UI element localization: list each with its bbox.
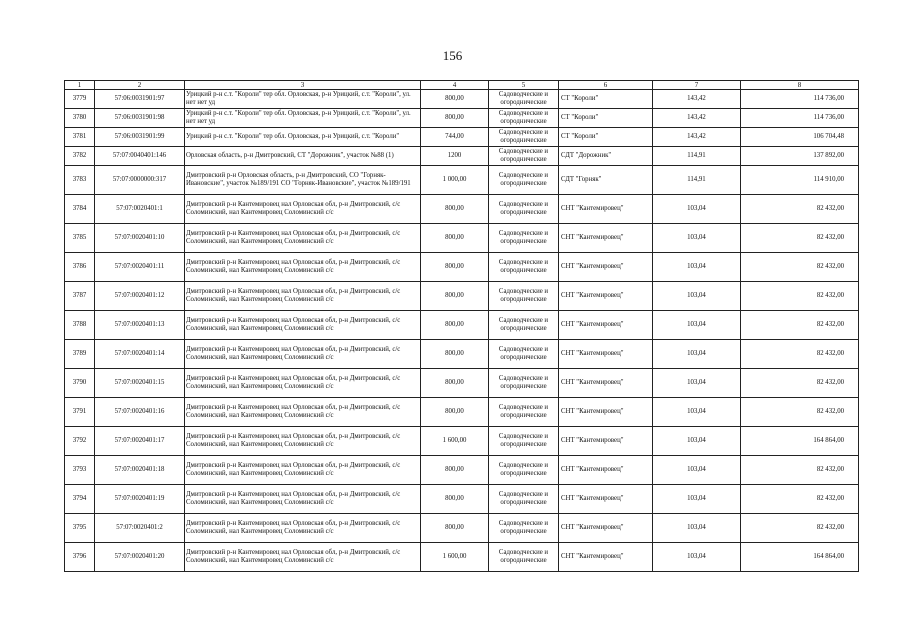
area-cell: 800,00 — [421, 282, 489, 311]
area-cell: 800,00 — [421, 253, 489, 282]
row-number-cell: 3780 — [65, 109, 95, 128]
address-cell: Дмитровский р-н Кантемировец нал Орловская обл, р-н Дмитровский, с/с Соломинский, нал Кантемировец Соломинский с/с — [185, 543, 421, 572]
land-use-cell: Садоводческие и огороднические — [489, 485, 559, 514]
row-number-cell: 3795 — [65, 514, 95, 543]
cadastral-value-cell: 137 892,00 — [741, 147, 859, 166]
cadastral-number-cell: 57:07:0040401:146 — [95, 147, 185, 166]
cadastral-value-cell: 82 432,00 — [741, 485, 859, 514]
unit-value-cell: 103,04 — [653, 195, 741, 224]
unit-value-cell: 143,42 — [653, 109, 741, 128]
organization-cell: СНТ "Кантемировец" — [559, 427, 653, 456]
organization-cell: СНТ "Кантемировец" — [559, 456, 653, 485]
address-cell: Дмитровский р-н Кантемировец нал Орловская обл, р-н Дмитровский, с/с Соломинский, нал Кантемировец Соломинский с/с — [185, 340, 421, 369]
address-cell: Дмитровский р-н Кантемировец нал Орловская обл, р-н Дмитровский, с/с Соломинский, нал Кантемировец Соломинский с/с — [185, 282, 421, 311]
unit-value-cell: 143,42 — [653, 128, 741, 147]
organization-cell: СНТ "Кантемировец" — [559, 340, 653, 369]
organization-cell: СТ "Короли" — [559, 109, 653, 128]
column-header: 5 — [489, 81, 559, 90]
address-cell: Урицкий р-н с.т. "Короли" тер обл. Орловская, р-н Урицкий, с.т. "Короли", ул. нет нет уд — [185, 109, 421, 128]
cadastral-number-cell: 57:07:0020401:11 — [95, 253, 185, 282]
area-cell: 800,00 — [421, 456, 489, 485]
row-number-cell: 3794 — [65, 485, 95, 514]
row-number-cell: 3779 — [65, 90, 95, 109]
cadastral-value-cell: 82 432,00 — [741, 311, 859, 340]
column-header: 4 — [421, 81, 489, 90]
table-row — [65, 166, 859, 195]
cadastral-number-cell: 57:07:0020401:13 — [95, 311, 185, 340]
cadastral-value-cell: 82 432,00 — [741, 253, 859, 282]
cadastral-value-cell: 82 432,00 — [741, 282, 859, 311]
table-row — [65, 427, 859, 456]
row-number-cell: 3790 — [65, 369, 95, 398]
unit-value-cell: 103,04 — [653, 398, 741, 427]
page-number: 156 — [442, 48, 463, 63]
organization-cell: СТ "Короли" — [559, 90, 653, 109]
table-body — [65, 90, 859, 572]
area-cell: 800,00 — [421, 109, 489, 128]
table-row — [65, 253, 859, 282]
table-row — [65, 147, 859, 166]
row-number-cell: 3789 — [65, 340, 95, 369]
cadastral-value-cell: 82 432,00 — [741, 398, 859, 427]
unit-value-cell: 103,04 — [653, 427, 741, 456]
area-cell: 800,00 — [421, 311, 489, 340]
area-cell: 800,00 — [421, 514, 489, 543]
organization-cell: СНТ "Кантемировец" — [559, 311, 653, 340]
organization-cell: СНТ "Кантемировец" — [559, 369, 653, 398]
address-cell: Дмитровский р-н Кантемировец нал Орловская обл, р-н Дмитровский, с/с Соломинский, нал Кантемировец Соломинский с/с — [185, 427, 421, 456]
organization-cell: СДТ "Дорожник" — [559, 147, 653, 166]
land-use-cell: Садоводческие и огороднические — [489, 253, 559, 282]
area-cell: 800,00 — [421, 224, 489, 253]
address-cell: Орловская область, р-н Дмитровский, СТ "Дорожник", участок №88 (1) — [185, 147, 421, 166]
cadastral-value-cell: 164 864,00 — [741, 427, 859, 456]
cadastral-number-cell: 57:07:0020401:20 — [95, 543, 185, 572]
land-use-cell: Садоводческие и огороднические — [489, 109, 559, 128]
organization-cell: СНТ "Кантемировец" — [559, 253, 653, 282]
area-cell: 800,00 — [421, 195, 489, 224]
table-row — [65, 282, 859, 311]
table-row — [65, 109, 859, 128]
cadastral-value-cell: 164 864,00 — [741, 543, 859, 572]
table-row — [65, 514, 859, 543]
land-use-cell: Садоводческие и огороднические — [489, 369, 559, 398]
address-cell: Дмитровский р-н Кантемировец нал Орловская обл, р-н Дмитровский, с/с Соломинский, нал Кантемировец Соломинский с/с — [185, 398, 421, 427]
unit-value-cell: 103,04 — [653, 543, 741, 572]
organization-cell: СНТ "Кантемировец" — [559, 485, 653, 514]
row-number-cell: 3783 — [65, 166, 95, 195]
table-row — [65, 195, 859, 224]
cadastral-value-cell: 82 432,00 — [741, 195, 859, 224]
address-cell: Дмитровский р-н Кантемировец нал Орловская обл, р-н Дмитровский, с/с Соломинский, нал Кантемировец Соломинский с/с — [185, 224, 421, 253]
cadastral-number-cell: 57:06:0031901:98 — [95, 109, 185, 128]
address-cell: Дмитровский р-н Орловская область, р-н Дмитровский, СО "Горняк-Ивановские", участок №189/191 СО "Горняк-Ивановские", участок №189/191 — [185, 166, 421, 195]
organization-cell: СНТ "Кантемировец" — [559, 195, 653, 224]
cadastral-number-cell: 57:07:0020401:2 — [95, 514, 185, 543]
area-cell: 800,00 — [421, 369, 489, 398]
cadastral-value-cell: 114 910,00 — [741, 166, 859, 195]
row-number-cell: 3796 — [65, 543, 95, 572]
organization-cell: СНТ "Кантемировец" — [559, 282, 653, 311]
row-number-cell: 3784 — [65, 195, 95, 224]
table-header-row — [65, 81, 859, 90]
row-number-cell: 3782 — [65, 147, 95, 166]
column-header: 1 — [65, 81, 95, 90]
cadastral-number-cell: 57:07:0020401:12 — [95, 282, 185, 311]
table-row — [65, 340, 859, 369]
land-use-cell: Садоводческие и огороднические — [489, 427, 559, 456]
land-use-cell: Садоводческие и огороднические — [489, 456, 559, 485]
cadastral-value-cell: 106 704,48 — [741, 128, 859, 147]
row-number-cell: 3785 — [65, 224, 95, 253]
cadastral-value-cell: 82 432,00 — [741, 456, 859, 485]
row-number-cell: 3788 — [65, 311, 95, 340]
area-cell: 1 000,00 — [421, 166, 489, 195]
cadastral-value-cell: 82 432,00 — [741, 340, 859, 369]
table-row — [65, 311, 859, 340]
land-use-cell: Садоводческие и огороднические — [489, 147, 559, 166]
row-number-cell: 3793 — [65, 456, 95, 485]
row-number-cell: 3781 — [65, 128, 95, 147]
unit-value-cell: 114,91 — [653, 166, 741, 195]
column-header: 8 — [741, 81, 859, 90]
cadastral-number-cell: 57:07:0020401:14 — [95, 340, 185, 369]
address-cell: Дмитровский р-н Кантемировец нал Орловская обл, р-н Дмитровский, с/с Соломинский, нал Кантемировец Соломинский с/с — [185, 456, 421, 485]
area-cell: 800,00 — [421, 340, 489, 369]
land-use-cell: Садоводческие и огороднические — [489, 90, 559, 109]
organization-cell: СНТ "Кантемировец" — [559, 224, 653, 253]
table-row — [65, 128, 859, 147]
table-row — [65, 369, 859, 398]
table-row — [65, 485, 859, 514]
land-use-cell: Садоводческие и огороднические — [489, 311, 559, 340]
unit-value-cell: 103,04 — [653, 456, 741, 485]
cadastral-value-cell: 114 736,00 — [741, 109, 859, 128]
cadastral-number-cell: 57:07:0020401:10 — [95, 224, 185, 253]
cadastral-value-cell: 114 736,00 — [741, 90, 859, 109]
row-number-cell: 3786 — [65, 253, 95, 282]
column-header: 3 — [185, 81, 421, 90]
land-plot-table — [64, 80, 859, 572]
column-header: 7 — [653, 81, 741, 90]
table-row — [65, 456, 859, 485]
organization-cell: СНТ "Кантемировец" — [559, 514, 653, 543]
address-cell: Дмитровский р-н Кантемировец нал Орловская обл, р-н Дмитровский, с/с Соломинский, нал Кантемировец Соломинский с/с — [185, 369, 421, 398]
cadastral-number-cell: 57:07:0020401:19 — [95, 485, 185, 514]
cadastral-number-cell: 57:07:0020401:15 — [95, 369, 185, 398]
area-cell: 1 600,00 — [421, 427, 489, 456]
cadastral-number-cell: 57:07:0020401:1 — [95, 195, 185, 224]
unit-value-cell: 103,04 — [653, 224, 741, 253]
address-cell: Дмитровский р-н Кантемировец нал Орловская обл, р-н Дмитровский, с/с Соломинский, нал Кантемировец Соломинский с/с — [185, 195, 421, 224]
column-header: 6 — [559, 81, 653, 90]
land-use-cell: Садоводческие и огороднические — [489, 514, 559, 543]
table-row — [65, 224, 859, 253]
address-cell: Дмитровский р-н Кантемировец нал Орловская обл, р-н Дмитровский, с/с Соломинский, нал Кантемировец Соломинский с/с — [185, 514, 421, 543]
land-use-cell: Садоводческие и огороднические — [489, 282, 559, 311]
unit-value-cell: 103,04 — [653, 282, 741, 311]
land-use-cell: Садоводческие и огороднические — [489, 224, 559, 253]
organization-cell: СНТ "Кантемировец" — [559, 398, 653, 427]
unit-value-cell: 114,91 — [653, 147, 741, 166]
cadastral-number-cell: 57:07:0020401:17 — [95, 427, 185, 456]
address-cell: Дмитровский р-н Кантемировец нал Орловская обл, р-н Дмитровский, с/с Соломинский, нал Кантемировец Соломинский с/с — [185, 485, 421, 514]
land-use-cell: Садоводческие и огороднические — [489, 128, 559, 147]
unit-value-cell: 103,04 — [653, 311, 741, 340]
cadastral-number-cell: 57:06:0031901:99 — [95, 128, 185, 147]
table-row — [65, 398, 859, 427]
cadastral-number-cell: 57:07:0000000:317 — [95, 166, 185, 195]
area-cell: 744,00 — [421, 128, 489, 147]
unit-value-cell: 103,04 — [653, 253, 741, 282]
cadastral-number-cell: 57:07:0020401:16 — [95, 398, 185, 427]
cadastral-number-cell: 57:07:0020401:18 — [95, 456, 185, 485]
unit-value-cell: 143,42 — [653, 90, 741, 109]
unit-value-cell: 103,04 — [653, 485, 741, 514]
area-cell: 800,00 — [421, 485, 489, 514]
address-cell: Урицкий р-н с.т. "Короли" тер обл. Орловская, р-н Урицкий, с.т. "Короли", ул. нет нет уд — [185, 90, 421, 109]
row-number-cell: 3792 — [65, 427, 95, 456]
row-number-cell: 3791 — [65, 398, 95, 427]
land-use-cell: Садоводческие и огороднические — [489, 543, 559, 572]
unit-value-cell: 103,04 — [653, 369, 741, 398]
land-use-cell: Садоводческие и огороднические — [489, 398, 559, 427]
area-cell: 1200 — [421, 147, 489, 166]
area-cell: 1 600,00 — [421, 543, 489, 572]
land-use-cell: Садоводческие и огороднические — [489, 166, 559, 195]
unit-value-cell: 103,04 — [653, 514, 741, 543]
organization-cell: СДТ "Горняк" — [559, 166, 653, 195]
table-row — [65, 543, 859, 572]
address-cell: Дмитровский р-н Кантемировец нал Орловская обл, р-н Дмитровский, с/с Соломинский, нал Кантемировец Соломинский с/с — [185, 311, 421, 340]
unit-value-cell: 103,04 — [653, 340, 741, 369]
area-cell: 800,00 — [421, 90, 489, 109]
cadastral-number-cell: 57:06:0031901:97 — [95, 90, 185, 109]
land-use-cell: Садоводческие и огороднические — [489, 195, 559, 224]
organization-cell: СНТ "Кантемировец" — [559, 543, 653, 572]
address-cell: Урицкий р-н с.т. "Короли" тер обл. Орловская, р-н Урицкий, с.т. "Короли" — [185, 128, 421, 147]
area-cell: 800,00 — [421, 398, 489, 427]
cadastral-value-cell: 82 432,00 — [741, 369, 859, 398]
table-row — [65, 90, 859, 109]
address-cell: Дмитровский р-н Кантемировец нал Орловская обл, р-н Дмитровский, с/с Соломинский, нал Кантемировец Соломинский с/с — [185, 253, 421, 282]
organization-cell: СТ "Короли" — [559, 128, 653, 147]
row-number-cell: 3787 — [65, 282, 95, 311]
cadastral-value-cell: 82 432,00 — [741, 224, 859, 253]
cadastral-value-cell: 82 432,00 — [741, 514, 859, 543]
column-header: 2 — [95, 81, 185, 90]
land-use-cell: Садоводческие и огороднические — [489, 340, 559, 369]
